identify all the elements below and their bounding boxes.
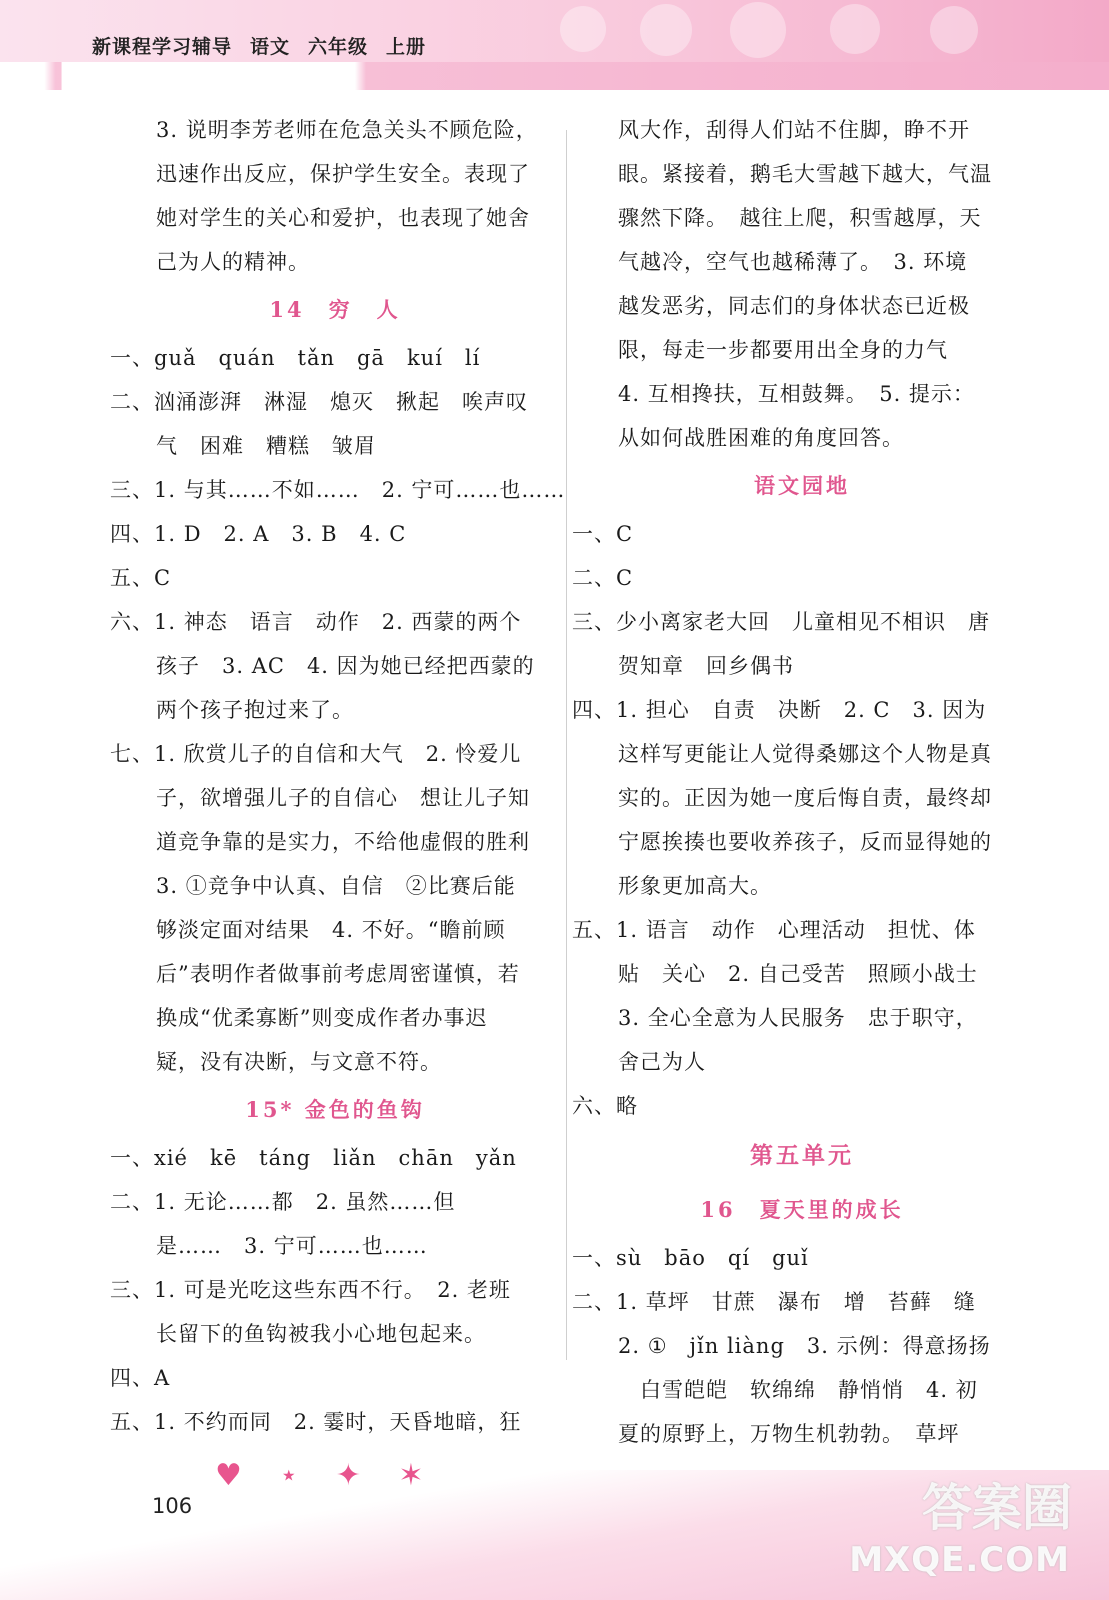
answer-line: 气 困难 糟糕 皱眉 [156,434,376,458]
answer-line: 六、略 [572,1094,638,1118]
answer-line: 这样写更能让人觉得桑娜这个人物是真 [618,742,992,766]
right-column [572,108,1032,1456]
answer-line: 白雪皑皑 软绵绵 静悄悄 4. 初 [618,1378,978,1402]
answer-line: 贴 关心 2. 自己受苦 照顾小战士 [618,962,978,986]
answer-line: 够淡定面对结果 4. 不好。“瞻前顾 [156,918,506,942]
answer-line: 舍己为人 [618,1050,706,1074]
answer-line: 3. ①竞争中认真、自信 ②比赛后能 [156,874,516,898]
answer-line: 3. 全心全意为人民服务 忠于职守， [618,1006,978,1030]
answer-line: 四、1. 担心 自责 决断 2. C 3. 因为 [572,698,987,722]
answer-line: 3. 说明李芳老师在危急关头不顾危险， [156,118,538,142]
answer-line: 三、少小离家老大回 儿童相见不相识 唐 [572,610,990,634]
answer-line: 道竞争靠的是实力，不给他虚假的胜利 [156,830,530,854]
decorative-bubble [930,6,978,54]
volume-label: 上册 [386,36,427,58]
answer-line: 眼。紧接着，鹅毛大雪越下越大，气温 [618,162,992,186]
answer-line: 五、1. 不约而同 2. 霎时，天昏地暗，狂 [110,1410,522,1434]
answer-line: 贺知章 回乡偶书 [618,654,794,678]
answer-line: 长留下的鱼钩被我小心地包起来。 [156,1322,486,1346]
book-title: 新课程学习辅导 [92,36,233,58]
watermark-url: MXQE.COM [849,1540,1070,1580]
section-heading: 15* 金色的鱼钩 [245,1097,425,1122]
unit-heading: 第五单元 [750,1142,854,1169]
answer-line: 孩子 3. AC 4. 因为她已经把西蒙的 [156,654,535,678]
answer-line: 二、汹涌澎湃 淋湿 熄灭 揪起 唉声叹 [110,390,528,414]
answer-line: 她对学生的关心和爱护，也表现了她舍 [156,206,530,230]
answer-line: 二、1. 草坪 甘蔗 瀑布 增 苔藓 缝 [572,1290,976,1314]
heart-star-decoration: ♥ ⋆ ✦ ✶ [215,1458,438,1493]
answer-line: 五、C [110,566,172,590]
answer-line: 换成“优柔寡断”则变成作者办事迟 [156,1006,488,1030]
answer-line: 五、1. 语言 动作 心理活动 担忧、体 [572,918,976,942]
answer-line: 一、xié kē táng liǎn chān yǎn [110,1146,517,1170]
answer-line: 宁愿挨揍也要收养孩子，反而显得她的 [618,830,992,854]
answer-line: 后”表明作者做事前考虑周密谨慎，若 [156,962,520,986]
answer-line: 骤然下降。 越往上爬，积雪越厚，天 [618,206,982,230]
answer-line: 一、sù bāo qí guǐ [572,1246,809,1270]
answer-line: 二、1. 无论……都 2. 虽然……但 [110,1190,456,1214]
answer-line: 气越冷，空气也越稀薄了。 3. 环境 [618,250,968,274]
answer-line: 四、1. D 2. A 3. B 4. C [110,522,407,546]
section-heading: 14 穷 人 [269,297,401,322]
answer-line: 夏的原野上，万物生机勃勃。 草坪 [618,1422,960,1446]
running-header [92,32,444,59]
decorative-bubble [730,2,786,58]
answer-line: 七、1. 欣赏儿子的自信和大气 2. 怜爱儿 [110,742,522,766]
answer-line: 三、1. 可是光吃这些东西不行。 2. 老班 [110,1278,511,1302]
section-heading: 语文园地 [754,473,850,498]
answer-line: 子，欲增强儿子的自信心 想让儿子知 [156,786,530,810]
answer-line: 疑，没有决断，与文意不符。 [156,1050,442,1074]
page-number: 106 [152,1494,193,1518]
answer-line: 一、guǎ quán tǎn gā kuí lí [110,346,481,370]
answer-line: 2. ① jǐn liàng 3. 示例：得意扬扬 [618,1334,991,1358]
section-heading: 16 夏天里的成长 [700,1197,904,1222]
answer-line: 己为人的精神。 [156,250,310,274]
answer-line: 是…… 3. 宁可……也…… [156,1234,428,1258]
answer-line: 风大作，刮得人们站不住脚，睁不开 [618,118,970,142]
answer-line: 实的。正因为她一度后悔自责，最终却 [618,786,992,810]
answer-line: 一、C [572,522,634,546]
answer-line: 三、1. 与其……不如…… 2. 宁可……也…… [110,478,566,502]
decorative-bubble [830,4,880,54]
watermark-title: 答案圈 [922,1479,1072,1537]
left-column [110,108,566,1444]
watermark-logo [849,1479,1090,1590]
answer-line: 四、A [110,1366,171,1390]
decorative-bubble [640,4,692,56]
answer-line: 六、1. 神态 语言 动作 2. 西蒙的两个 [110,610,522,634]
column-divider [566,130,567,1360]
decorative-bubble [560,6,606,52]
subject-label: 语文 [250,36,291,58]
answer-line: 从如何战胜困难的角度回答。 [618,426,904,450]
answer-line: 限，每走一步都要用出全身的力气 [618,338,948,362]
answer-line: 形象更加高大。 [618,874,772,898]
answer-line: 两个孩子抱过来了。 [156,698,354,722]
answer-line: 4. 互相搀扶，互相鼓舞。 5. 提示： [618,382,975,406]
answer-line: 二、C [572,566,634,590]
answer-line: 迅速作出反应，保护学生安全。表现了 [156,162,530,186]
grade-label: 六年级 [308,36,369,58]
answer-line: 越发恶劣，同志们的身体状态已近极 [618,294,970,318]
